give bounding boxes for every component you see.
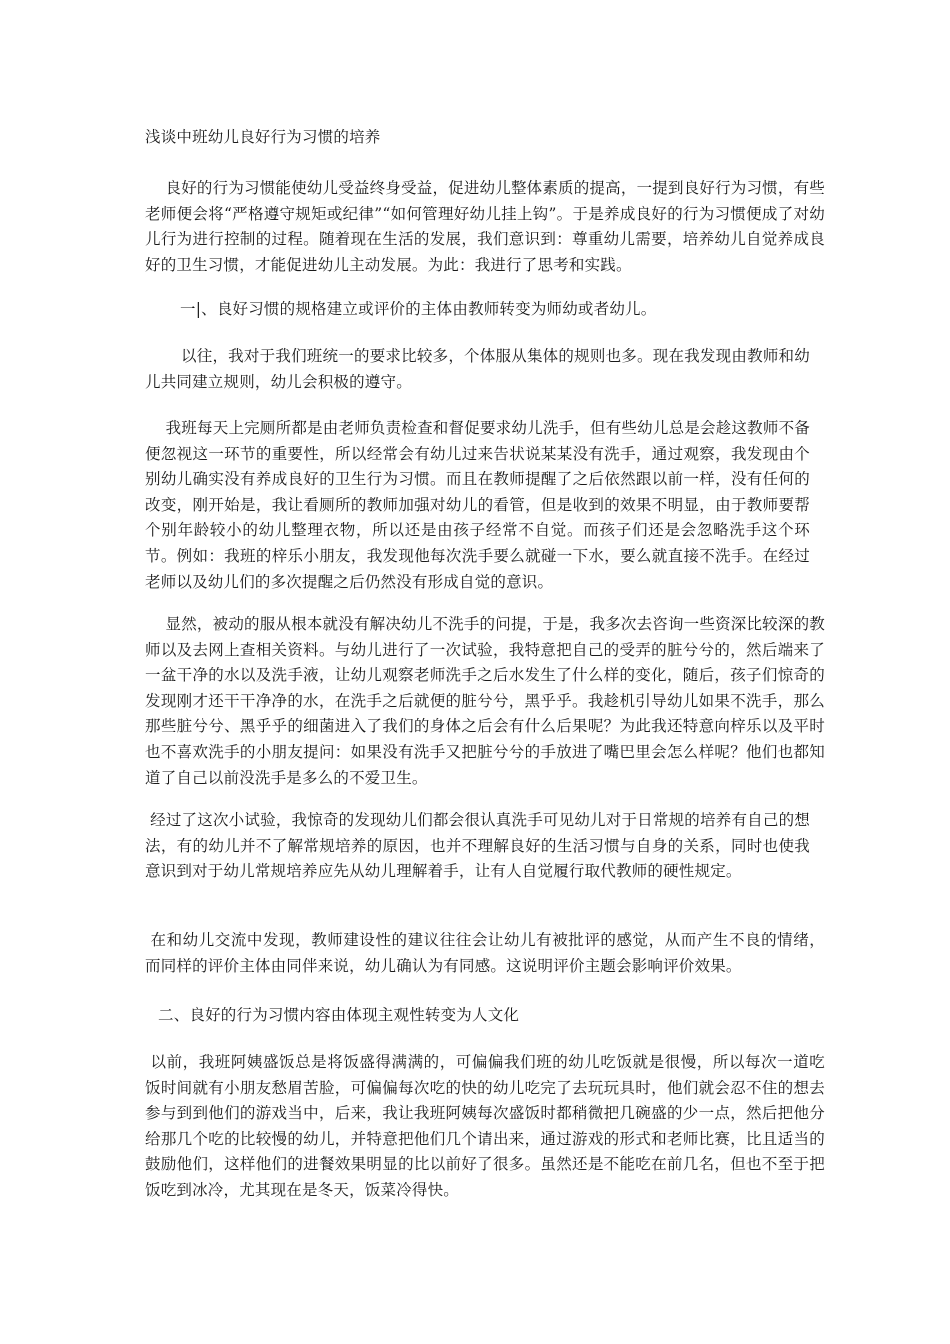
paragraph-mealtime: 以前，我班阿姨盛饭总是将饭盛得满满的，可偏偏我们班的幼儿吃饭就是很慢，所以每次一道吃饭时间就有小朋友愁眉苦脸，可偏偏每次吃的快的幼儿吃完了去玩玩具时，他们就会忍不住的想去参与到到他们的游戏当中，后来，我让我班阿姨每次盛饭时都稍微把几碗盛的少一点，然后把他分给那几个吃的比较慢的幼儿，并特意把他们几个请出来，通过游戏的形式和老师比赛，比且适当的鼓励他们，这样他们的进餐效果明显的比以前好了很多。虽然还是不能吃在前几名，但也不至于把饭吃到冰冷，尤其现在是冬天，饭菜冷得快。 bbox=[145, 1053, 825, 1199]
document-title: 浅谈中班幼儿良好行为习惯的培养 bbox=[145, 128, 381, 146]
paragraph-handwashing: 我班每天上完厕所都是由老师负责检查和督促要求幼儿洗手，但有些幼儿总是会趁这教师不备便忽视这一环节的重要性，所以经常会有幼儿过来告状说某某没有洗手，通过观察，我发现由个别幼儿确实没有养成良好的卫生行为习惯。而且在教师提醒了之后依然跟以前一样，没有任何的改变，刚开始是，我让看厕所的教师加强对幼儿的看管，但是收到的效果不明显，由于教师要帮个别年龄较小的幼儿整理衣物，所以还是由孩子经常不自觉。而孩子们还是会忽略洗手这个环节。例如：我班的梓乐小朋友，我发现他每次洗手要么就碰一下水，要么就直接不洗手。在经过老师以及幼儿们的多次提醒之后仍然没有形成自觉的意识。 bbox=[145, 419, 811, 591]
section-heading-1: 一|、良好习惯的规格建立或评价的主体由教师转变为师幼或者幼儿。 bbox=[180, 300, 657, 318]
paragraph-intro: 良好的行为习惯能使幼儿受益终身受益，促进幼儿整体素质的提高，一提到良好行为习惯，有些老师便会将“严格遵守规矩或纪律”“如何管理好幼儿挂上钩”。于是养成良好的行为习惯便成了对幼儿行为进行控制的过程。随着现在生活的发展，我们意识到：尊重幼儿需要，培养幼儿自觉养成良好的卫生习惯，才能促进幼儿主动发展。为此：我进行了思考和实践。 bbox=[145, 179, 825, 274]
paragraph-rules: 以往，我对于我们班统一的要求比较多，个体服从集体的规则也多。现在我发现由教师和幼儿共同建立规则，幼儿会积极的遵守。 bbox=[145, 347, 810, 391]
paragraph-experiment: 显然，被动的服从根本就没有解决幼儿不洗手的问提，于是，我多次去咨询一些资深比较深的教师以及去网上查相关资料。与幼儿进行了一次试验，我特意把自己的受弄的脏兮兮的，然后端来了一盆干净的水以及洗手液，让幼儿观察老师洗手之后水发生了什么样的变化，随后，孩子们惊奇的发现刚才还干干净净的水，在洗手之后就便的脏兮兮，黑乎乎。我趁机引导幼儿如果不洗手，那么那些脏兮兮、黑乎乎的细菌进入了我们的身体之后会有什么后果呢？为此我还特意向梓乐以及平时也不喜欢洗手的小朋友提问：如果没有洗手又把脏兮兮的手放进了嘴巴里会怎么样呢？他们也都知道了自己以前没洗手是多么的不爱卫生。 bbox=[145, 615, 825, 787]
section-heading-2: 二、良好的行为习惯内容由体现主观性转变为人文化 bbox=[158, 1006, 520, 1024]
paragraph-reflection: 经过了这次小试验，我惊奇的发现幼儿们都会很认真洗手可见幼儿对于日常规的培养有自己的想法，有的幼儿并不了解常规培养的原因，也并不理解良好的生活习惯与自身的关系，同时也使我意识到对于幼儿常规培养应先从幼儿理解着手，让有人自觉履行取代教师的硬性规定。 bbox=[145, 811, 810, 881]
paragraph-peer-evaluation: 在和幼儿交流中发现，教师建设性的建议往往会让幼儿有被批评的感觉，从而产生不良的情绪，而同样的评价主体由同伴来说，幼儿确认为有同感。这说明评价主题会影响评价效果。 bbox=[145, 931, 825, 975]
